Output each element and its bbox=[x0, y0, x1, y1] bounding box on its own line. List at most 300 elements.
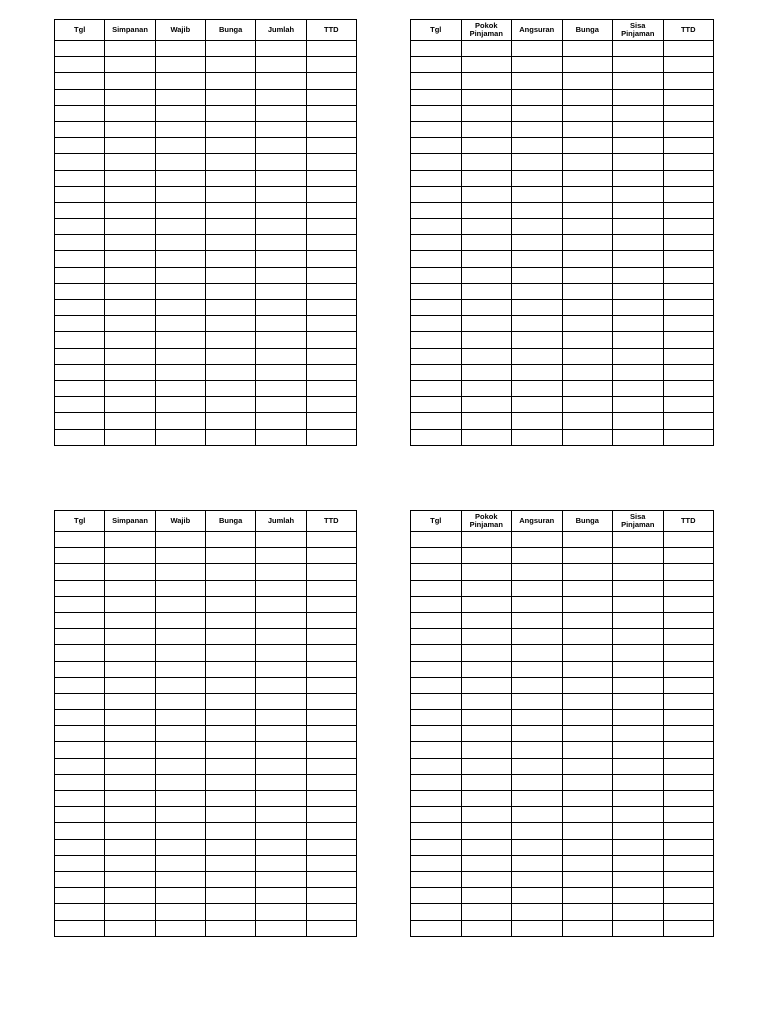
ledger-cell[interactable] bbox=[105, 105, 155, 121]
ledger-cell[interactable] bbox=[306, 89, 356, 105]
ledger-cell[interactable] bbox=[613, 791, 664, 807]
ledger-cell[interactable] bbox=[205, 138, 255, 154]
ledger-cell[interactable] bbox=[411, 170, 462, 186]
ledger-cell[interactable] bbox=[562, 186, 613, 202]
ledger-cell[interactable] bbox=[105, 580, 155, 596]
ledger-cell[interactable] bbox=[306, 332, 356, 348]
ledger-cell[interactable] bbox=[55, 823, 105, 839]
ledger-cell[interactable] bbox=[512, 170, 563, 186]
ledger-cell[interactable] bbox=[663, 774, 714, 790]
ledger-cell[interactable] bbox=[512, 726, 563, 742]
ledger-cell[interactable] bbox=[663, 548, 714, 564]
ledger-cell[interactable] bbox=[306, 316, 356, 332]
ledger-cell[interactable] bbox=[411, 429, 462, 445]
ledger-cell[interactable] bbox=[256, 186, 306, 202]
ledger-cell[interactable] bbox=[205, 807, 255, 823]
ledger-cell[interactable] bbox=[205, 645, 255, 661]
ledger-cell[interactable] bbox=[155, 429, 205, 445]
ledger-cell[interactable] bbox=[461, 677, 512, 693]
ledger-cell[interactable] bbox=[155, 758, 205, 774]
ledger-cell[interactable] bbox=[256, 364, 306, 380]
ledger-cell[interactable] bbox=[663, 645, 714, 661]
ledger-cell[interactable] bbox=[613, 920, 664, 936]
ledger-cell[interactable] bbox=[155, 332, 205, 348]
ledger-cell[interactable] bbox=[411, 548, 462, 564]
ledger-cell[interactable] bbox=[461, 283, 512, 299]
ledger-cell[interactable] bbox=[105, 904, 155, 920]
ledger-cell[interactable] bbox=[461, 316, 512, 332]
ledger-cell[interactable] bbox=[306, 364, 356, 380]
ledger-cell[interactable] bbox=[461, 380, 512, 396]
ledger-cell[interactable] bbox=[55, 629, 105, 645]
ledger-cell[interactable] bbox=[105, 57, 155, 73]
ledger-cell[interactable] bbox=[205, 564, 255, 580]
ledger-cell[interactable] bbox=[155, 73, 205, 89]
ledger-cell[interactable] bbox=[512, 348, 563, 364]
ledger-cell[interactable] bbox=[256, 121, 306, 137]
ledger-cell[interactable] bbox=[306, 170, 356, 186]
ledger-cell[interactable] bbox=[562, 742, 613, 758]
ledger-cell[interactable] bbox=[205, 316, 255, 332]
ledger-cell[interactable] bbox=[306, 429, 356, 445]
ledger-cell[interactable] bbox=[411, 186, 462, 202]
ledger-cell[interactable] bbox=[306, 348, 356, 364]
ledger-cell[interactable] bbox=[663, 235, 714, 251]
ledger-cell[interactable] bbox=[256, 219, 306, 235]
ledger-cell[interactable] bbox=[461, 397, 512, 413]
ledger-cell[interactable] bbox=[613, 267, 664, 283]
ledger-cell[interactable] bbox=[105, 742, 155, 758]
ledger-cell[interactable] bbox=[512, 186, 563, 202]
ledger-cell[interactable] bbox=[105, 267, 155, 283]
ledger-cell[interactable] bbox=[613, 774, 664, 790]
ledger-cell[interactable] bbox=[205, 251, 255, 267]
ledger-cell[interactable] bbox=[306, 888, 356, 904]
ledger-cell[interactable] bbox=[663, 121, 714, 137]
ledger-cell[interactable] bbox=[512, 693, 563, 709]
ledger-cell[interactable] bbox=[663, 693, 714, 709]
ledger-cell[interactable] bbox=[613, 839, 664, 855]
ledger-cell[interactable] bbox=[663, 57, 714, 73]
ledger-cell[interactable] bbox=[562, 267, 613, 283]
ledger-cell[interactable] bbox=[105, 629, 155, 645]
ledger-cell[interactable] bbox=[411, 73, 462, 89]
ledger-cell[interactable] bbox=[663, 920, 714, 936]
ledger-cell[interactable] bbox=[613, 348, 664, 364]
ledger-cell[interactable] bbox=[155, 186, 205, 202]
ledger-cell[interactable] bbox=[55, 235, 105, 251]
ledger-cell[interactable] bbox=[512, 612, 563, 628]
ledger-cell[interactable] bbox=[256, 235, 306, 251]
ledger-cell[interactable] bbox=[155, 89, 205, 105]
ledger-cell[interactable] bbox=[663, 413, 714, 429]
ledger-cell[interactable] bbox=[256, 316, 306, 332]
ledger-cell[interactable] bbox=[512, 121, 563, 137]
ledger-cell[interactable] bbox=[205, 758, 255, 774]
ledger-cell[interactable] bbox=[512, 251, 563, 267]
ledger-cell[interactable] bbox=[562, 823, 613, 839]
ledger-cell[interactable] bbox=[562, 300, 613, 316]
ledger-cell[interactable] bbox=[663, 380, 714, 396]
ledger-cell[interactable] bbox=[411, 121, 462, 137]
ledger-cell[interactable] bbox=[256, 397, 306, 413]
ledger-cell[interactable] bbox=[55, 612, 105, 628]
ledger-cell[interactable] bbox=[306, 564, 356, 580]
ledger-cell[interactable] bbox=[306, 710, 356, 726]
ledger-cell[interactable] bbox=[105, 693, 155, 709]
ledger-cell[interactable] bbox=[461, 726, 512, 742]
ledger-cell[interactable] bbox=[256, 726, 306, 742]
ledger-cell[interactable] bbox=[461, 693, 512, 709]
ledger-cell[interactable] bbox=[562, 661, 613, 677]
ledger-cell[interactable] bbox=[613, 548, 664, 564]
ledger-cell[interactable] bbox=[55, 138, 105, 154]
ledger-cell[interactable] bbox=[256, 41, 306, 57]
ledger-cell[interactable] bbox=[256, 612, 306, 628]
ledger-cell[interactable] bbox=[512, 267, 563, 283]
ledger-cell[interactable] bbox=[155, 235, 205, 251]
ledger-cell[interactable] bbox=[663, 41, 714, 57]
ledger-cell[interactable] bbox=[663, 596, 714, 612]
ledger-cell[interactable] bbox=[256, 348, 306, 364]
ledger-cell[interactable] bbox=[155, 105, 205, 121]
ledger-cell[interactable] bbox=[562, 251, 613, 267]
ledger-cell[interactable] bbox=[613, 429, 664, 445]
ledger-cell[interactable] bbox=[663, 532, 714, 548]
ledger-cell[interactable] bbox=[613, 105, 664, 121]
ledger-cell[interactable] bbox=[55, 429, 105, 445]
ledger-cell[interactable] bbox=[205, 710, 255, 726]
ledger-cell[interactable] bbox=[55, 413, 105, 429]
ledger-cell[interactable] bbox=[613, 73, 664, 89]
ledger-cell[interactable] bbox=[105, 429, 155, 445]
ledger-cell[interactable] bbox=[411, 154, 462, 170]
ledger-cell[interactable] bbox=[105, 564, 155, 580]
ledger-cell[interactable] bbox=[461, 823, 512, 839]
ledger-cell[interactable] bbox=[55, 316, 105, 332]
ledger-cell[interactable] bbox=[562, 413, 613, 429]
ledger-cell[interactable] bbox=[55, 332, 105, 348]
ledger-cell[interactable] bbox=[105, 920, 155, 936]
ledger-cell[interactable] bbox=[461, 888, 512, 904]
ledger-cell[interactable] bbox=[562, 693, 613, 709]
ledger-cell[interactable] bbox=[306, 920, 356, 936]
ledger-cell[interactable] bbox=[105, 612, 155, 628]
ledger-cell[interactable] bbox=[461, 612, 512, 628]
ledger-cell[interactable] bbox=[411, 758, 462, 774]
ledger-cell[interactable] bbox=[306, 73, 356, 89]
ledger-cell[interactable] bbox=[663, 791, 714, 807]
ledger-cell[interactable] bbox=[306, 41, 356, 57]
ledger-cell[interactable] bbox=[205, 548, 255, 564]
ledger-cell[interactable] bbox=[663, 202, 714, 218]
ledger-cell[interactable] bbox=[411, 235, 462, 251]
ledger-cell[interactable] bbox=[306, 823, 356, 839]
ledger-cell[interactable] bbox=[205, 300, 255, 316]
ledger-cell[interactable] bbox=[512, 791, 563, 807]
ledger-cell[interactable] bbox=[411, 316, 462, 332]
ledger-cell[interactable] bbox=[205, 693, 255, 709]
ledger-cell[interactable] bbox=[663, 564, 714, 580]
ledger-cell[interactable] bbox=[411, 677, 462, 693]
ledger-cell[interactable] bbox=[562, 332, 613, 348]
ledger-cell[interactable] bbox=[663, 677, 714, 693]
ledger-cell[interactable] bbox=[155, 920, 205, 936]
ledger-cell[interactable] bbox=[55, 267, 105, 283]
ledger-cell[interactable] bbox=[663, 348, 714, 364]
ledger-cell[interactable] bbox=[55, 397, 105, 413]
ledger-cell[interactable] bbox=[461, 89, 512, 105]
ledger-cell[interactable] bbox=[411, 920, 462, 936]
ledger-cell[interactable] bbox=[306, 235, 356, 251]
ledger-cell[interactable] bbox=[512, 154, 563, 170]
ledger-cell[interactable] bbox=[411, 89, 462, 105]
ledger-cell[interactable] bbox=[205, 871, 255, 887]
ledger-cell[interactable] bbox=[613, 758, 664, 774]
ledger-cell[interactable] bbox=[205, 888, 255, 904]
ledger-cell[interactable] bbox=[155, 364, 205, 380]
ledger-cell[interactable] bbox=[461, 758, 512, 774]
ledger-cell[interactable] bbox=[55, 170, 105, 186]
ledger-cell[interactable] bbox=[411, 380, 462, 396]
ledger-cell[interactable] bbox=[461, 742, 512, 758]
ledger-cell[interactable] bbox=[105, 413, 155, 429]
ledger-cell[interactable] bbox=[562, 710, 613, 726]
ledger-cell[interactable] bbox=[256, 758, 306, 774]
ledger-cell[interactable] bbox=[105, 170, 155, 186]
ledger-cell[interactable] bbox=[256, 596, 306, 612]
ledger-cell[interactable] bbox=[562, 904, 613, 920]
ledger-cell[interactable] bbox=[562, 855, 613, 871]
ledger-cell[interactable] bbox=[613, 413, 664, 429]
ledger-cell[interactable] bbox=[306, 677, 356, 693]
ledger-cell[interactable] bbox=[512, 710, 563, 726]
ledger-cell[interactable] bbox=[55, 73, 105, 89]
ledger-cell[interactable] bbox=[256, 823, 306, 839]
ledger-cell[interactable] bbox=[411, 726, 462, 742]
ledger-cell[interactable] bbox=[306, 580, 356, 596]
ledger-cell[interactable] bbox=[512, 871, 563, 887]
ledger-cell[interactable] bbox=[55, 364, 105, 380]
ledger-cell[interactable] bbox=[55, 839, 105, 855]
ledger-cell[interactable] bbox=[512, 364, 563, 380]
ledger-cell[interactable] bbox=[155, 548, 205, 564]
ledger-cell[interactable] bbox=[461, 710, 512, 726]
ledger-cell[interactable] bbox=[256, 57, 306, 73]
ledger-cell[interactable] bbox=[411, 267, 462, 283]
ledger-cell[interactable] bbox=[55, 219, 105, 235]
ledger-cell[interactable] bbox=[55, 904, 105, 920]
ledger-cell[interactable] bbox=[205, 920, 255, 936]
ledger-cell[interactable] bbox=[205, 726, 255, 742]
ledger-cell[interactable] bbox=[256, 413, 306, 429]
ledger-cell[interactable] bbox=[562, 170, 613, 186]
ledger-cell[interactable] bbox=[256, 267, 306, 283]
ledger-cell[interactable] bbox=[205, 661, 255, 677]
ledger-cell[interactable] bbox=[512, 629, 563, 645]
ledger-cell[interactable] bbox=[461, 429, 512, 445]
ledger-cell[interactable] bbox=[256, 807, 306, 823]
ledger-cell[interactable] bbox=[512, 807, 563, 823]
ledger-cell[interactable] bbox=[512, 532, 563, 548]
ledger-cell[interactable] bbox=[512, 888, 563, 904]
ledger-cell[interactable] bbox=[461, 774, 512, 790]
ledger-cell[interactable] bbox=[105, 532, 155, 548]
ledger-cell[interactable] bbox=[411, 57, 462, 73]
ledger-cell[interactable] bbox=[562, 758, 613, 774]
ledger-cell[interactable] bbox=[155, 380, 205, 396]
ledger-cell[interactable] bbox=[256, 645, 306, 661]
ledger-cell[interactable] bbox=[155, 413, 205, 429]
ledger-cell[interactable] bbox=[562, 429, 613, 445]
ledger-cell[interactable] bbox=[306, 629, 356, 645]
ledger-cell[interactable] bbox=[105, 202, 155, 218]
ledger-cell[interactable] bbox=[512, 548, 563, 564]
ledger-cell[interactable] bbox=[55, 710, 105, 726]
ledger-cell[interactable] bbox=[256, 629, 306, 645]
ledger-cell[interactable] bbox=[613, 154, 664, 170]
ledger-cell[interactable] bbox=[155, 904, 205, 920]
ledger-cell[interactable] bbox=[411, 138, 462, 154]
ledger-cell[interactable] bbox=[256, 661, 306, 677]
ledger-cell[interactable] bbox=[105, 823, 155, 839]
ledger-cell[interactable] bbox=[613, 235, 664, 251]
ledger-cell[interactable] bbox=[55, 855, 105, 871]
ledger-cell[interactable] bbox=[562, 548, 613, 564]
ledger-cell[interactable] bbox=[562, 283, 613, 299]
ledger-cell[interactable] bbox=[155, 596, 205, 612]
ledger-cell[interactable] bbox=[105, 839, 155, 855]
ledger-cell[interactable] bbox=[562, 57, 613, 73]
ledger-cell[interactable] bbox=[256, 251, 306, 267]
ledger-cell[interactable] bbox=[205, 742, 255, 758]
ledger-cell[interactable] bbox=[411, 888, 462, 904]
ledger-cell[interactable] bbox=[205, 855, 255, 871]
ledger-cell[interactable] bbox=[205, 904, 255, 920]
ledger-cell[interactable] bbox=[613, 807, 664, 823]
ledger-cell[interactable] bbox=[411, 807, 462, 823]
ledger-cell[interactable] bbox=[105, 596, 155, 612]
ledger-cell[interactable] bbox=[411, 332, 462, 348]
ledger-cell[interactable] bbox=[306, 758, 356, 774]
ledger-cell[interactable] bbox=[105, 348, 155, 364]
ledger-cell[interactable] bbox=[562, 791, 613, 807]
ledger-cell[interactable] bbox=[306, 532, 356, 548]
ledger-cell[interactable] bbox=[663, 904, 714, 920]
ledger-cell[interactable] bbox=[663, 138, 714, 154]
ledger-cell[interactable] bbox=[512, 904, 563, 920]
ledger-cell[interactable] bbox=[256, 888, 306, 904]
ledger-cell[interactable] bbox=[205, 41, 255, 57]
ledger-cell[interactable] bbox=[512, 380, 563, 396]
ledger-cell[interactable] bbox=[512, 283, 563, 299]
ledger-cell[interactable] bbox=[663, 710, 714, 726]
ledger-cell[interactable] bbox=[461, 138, 512, 154]
ledger-cell[interactable] bbox=[155, 774, 205, 790]
ledger-cell[interactable] bbox=[562, 41, 613, 57]
ledger-cell[interactable] bbox=[512, 920, 563, 936]
ledger-cell[interactable] bbox=[205, 348, 255, 364]
ledger-cell[interactable] bbox=[105, 645, 155, 661]
ledger-cell[interactable] bbox=[55, 774, 105, 790]
ledger-cell[interactable] bbox=[663, 332, 714, 348]
ledger-cell[interactable] bbox=[461, 580, 512, 596]
ledger-cell[interactable] bbox=[663, 823, 714, 839]
ledger-cell[interactable] bbox=[155, 397, 205, 413]
ledger-cell[interactable] bbox=[613, 823, 664, 839]
ledger-cell[interactable] bbox=[411, 532, 462, 548]
ledger-cell[interactable] bbox=[613, 693, 664, 709]
ledger-cell[interactable] bbox=[613, 283, 664, 299]
ledger-cell[interactable] bbox=[613, 629, 664, 645]
ledger-cell[interactable] bbox=[205, 629, 255, 645]
ledger-cell[interactable] bbox=[663, 612, 714, 628]
ledger-cell[interactable] bbox=[613, 855, 664, 871]
ledger-cell[interactable] bbox=[562, 564, 613, 580]
ledger-cell[interactable] bbox=[205, 364, 255, 380]
ledger-cell[interactable] bbox=[155, 170, 205, 186]
ledger-cell[interactable] bbox=[461, 186, 512, 202]
ledger-cell[interactable] bbox=[306, 791, 356, 807]
ledger-cell[interactable] bbox=[461, 629, 512, 645]
ledger-cell[interactable] bbox=[105, 154, 155, 170]
ledger-cell[interactable] bbox=[205, 219, 255, 235]
ledger-cell[interactable] bbox=[105, 661, 155, 677]
ledger-cell[interactable] bbox=[155, 839, 205, 855]
ledger-cell[interactable] bbox=[155, 888, 205, 904]
ledger-cell[interactable] bbox=[306, 121, 356, 137]
ledger-cell[interactable] bbox=[663, 429, 714, 445]
ledger-cell[interactable] bbox=[613, 202, 664, 218]
ledger-cell[interactable] bbox=[306, 397, 356, 413]
ledger-cell[interactable] bbox=[663, 661, 714, 677]
ledger-cell[interactable] bbox=[613, 89, 664, 105]
ledger-cell[interactable] bbox=[105, 186, 155, 202]
ledger-cell[interactable] bbox=[562, 596, 613, 612]
ledger-cell[interactable] bbox=[461, 41, 512, 57]
ledger-cell[interactable] bbox=[512, 235, 563, 251]
ledger-cell[interactable] bbox=[105, 397, 155, 413]
ledger-cell[interactable] bbox=[105, 89, 155, 105]
ledger-cell[interactable] bbox=[512, 429, 563, 445]
ledger-cell[interactable] bbox=[256, 548, 306, 564]
ledger-cell[interactable] bbox=[256, 871, 306, 887]
ledger-cell[interactable] bbox=[55, 564, 105, 580]
ledger-cell[interactable] bbox=[55, 348, 105, 364]
ledger-cell[interactable] bbox=[613, 364, 664, 380]
ledger-cell[interactable] bbox=[306, 202, 356, 218]
ledger-cell[interactable] bbox=[205, 839, 255, 855]
ledger-cell[interactable] bbox=[663, 186, 714, 202]
ledger-cell[interactable] bbox=[256, 580, 306, 596]
ledger-cell[interactable] bbox=[155, 629, 205, 645]
ledger-cell[interactable] bbox=[411, 202, 462, 218]
ledger-cell[interactable] bbox=[205, 121, 255, 137]
ledger-cell[interactable] bbox=[155, 645, 205, 661]
ledger-cell[interactable] bbox=[205, 677, 255, 693]
ledger-cell[interactable] bbox=[663, 89, 714, 105]
ledger-cell[interactable] bbox=[256, 380, 306, 396]
ledger-cell[interactable] bbox=[256, 855, 306, 871]
ledger-cell[interactable] bbox=[205, 397, 255, 413]
ledger-cell[interactable] bbox=[613, 612, 664, 628]
ledger-cell[interactable] bbox=[256, 677, 306, 693]
ledger-cell[interactable] bbox=[512, 596, 563, 612]
ledger-cell[interactable] bbox=[205, 57, 255, 73]
ledger-cell[interactable] bbox=[155, 564, 205, 580]
ledger-cell[interactable] bbox=[613, 186, 664, 202]
ledger-cell[interactable] bbox=[461, 839, 512, 855]
